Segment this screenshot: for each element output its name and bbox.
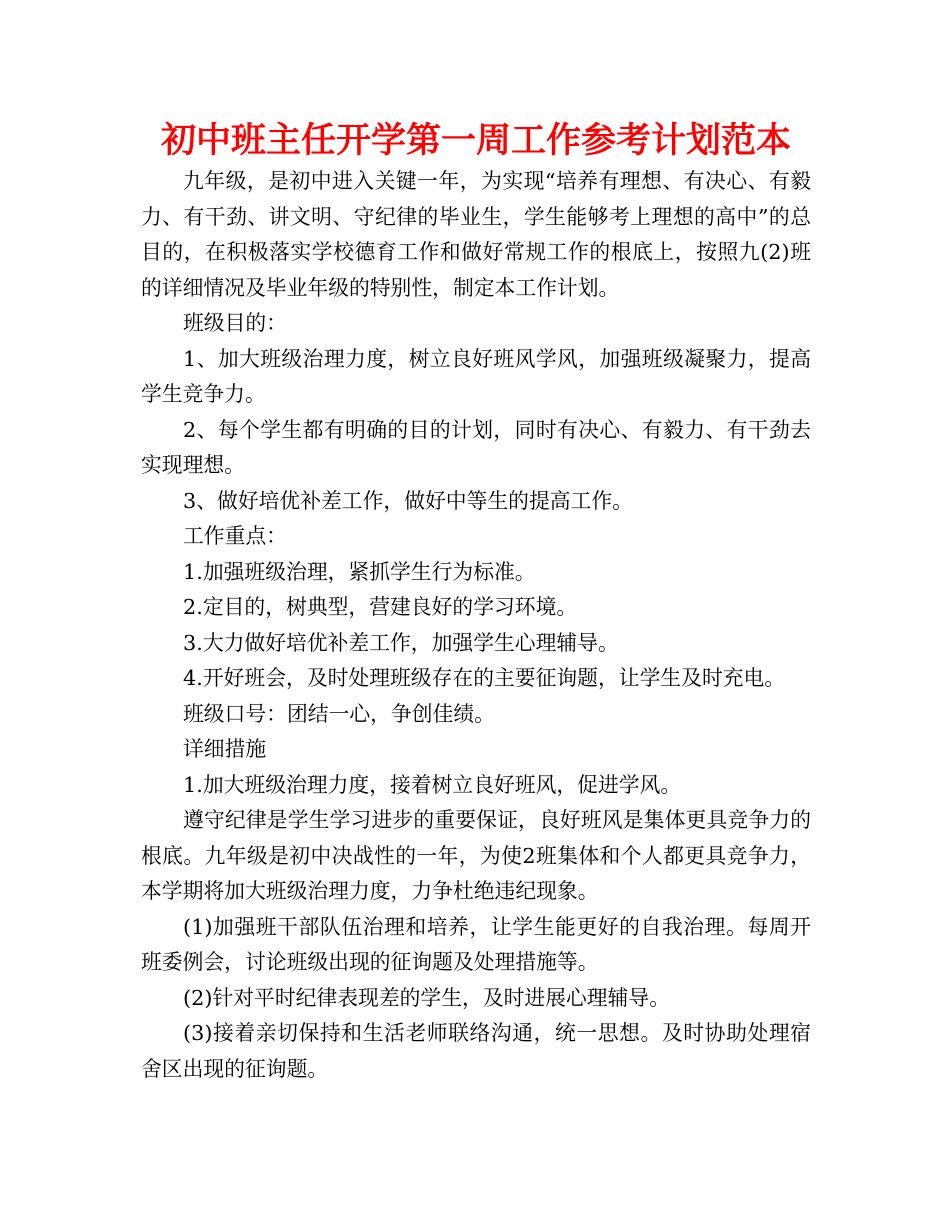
focus-item-2: 2.定目的，树典型，营建良好的学习环境。 — [183, 595, 578, 619]
focus-item-1: 1.加强班级治理，紧抓学生行为标准。 — [183, 559, 536, 584]
goal-item-2: 2、每个学生都有明确的目的计划，同时有决心、有毅力、有干劲去实现理想。 — [141, 417, 811, 477]
measure-sub-1: (1)加强班干部队伍治理和培养，让学生能更好的自我治理。每周开班委例会，讨论班级出现的征询题及处理措施等。 — [141, 914, 811, 974]
heading-detailed-measures: 详细措施 — [183, 737, 267, 761]
goal-item-3: 3、做好培优补差工作，做好中等生的提高工作。 — [183, 488, 633, 513]
measure-sub-3: (3)接着亲切保持和生活老师联络沟通，统一思想。及时协助处理宿舍区出现的征询题。 — [141, 1021, 811, 1081]
heading-class-goals: 班级目的： — [183, 311, 287, 335]
focus-item-3: 3.大力做好培优补差工作，加强学生心理辅导。 — [183, 630, 619, 655]
document-title: 初中班主任开学第一周工作参考计划范本 — [160, 121, 791, 161]
paragraph-discipline: 遵守纪律是学生学习进步的重要保证，良好班风是集体更具竞争力的根底。九年级是初中决战性的一年，为使2班集体和个人都更具竞争力，本学期将加大班级治理力度，力争杜绝违纪现象。 — [141, 808, 811, 903]
measure-sub-2: (2)针对平时纪律表现差的学生，及时进展心理辅导。 — [183, 985, 670, 1010]
heading-work-focus: 工作重点： — [183, 524, 287, 548]
paragraph-intro: 九年级，是初中进入关键一年，为实现“培养有理想、有决心、有毅力、有干劲、讲文明、守纪律的毕业生，学生能够考上理想的高中”的总目的，在积极落实学校德育工作和做好常规工作的根底上，按照九(2)班的详细情况及毕业年级的特别性，制定本工作计划。 — [141, 169, 811, 300]
goal-item-1: 1、加大班级治理力度，树立良好班风学风，加强班级凝聚力，提高学生竞争力。 — [141, 346, 811, 406]
measure-item-1: 1.加大班级治理力度，接着树立良好班风，促进学风。 — [183, 772, 682, 797]
document-page — [141, 118, 811, 1087]
focus-item-4: 4.开好班会，及时处理班级存在的主要征询题，让学生及时充电。 — [183, 666, 786, 690]
class-slogan: 班级口号：团结一心，争创佳绩。 — [183, 701, 495, 726]
